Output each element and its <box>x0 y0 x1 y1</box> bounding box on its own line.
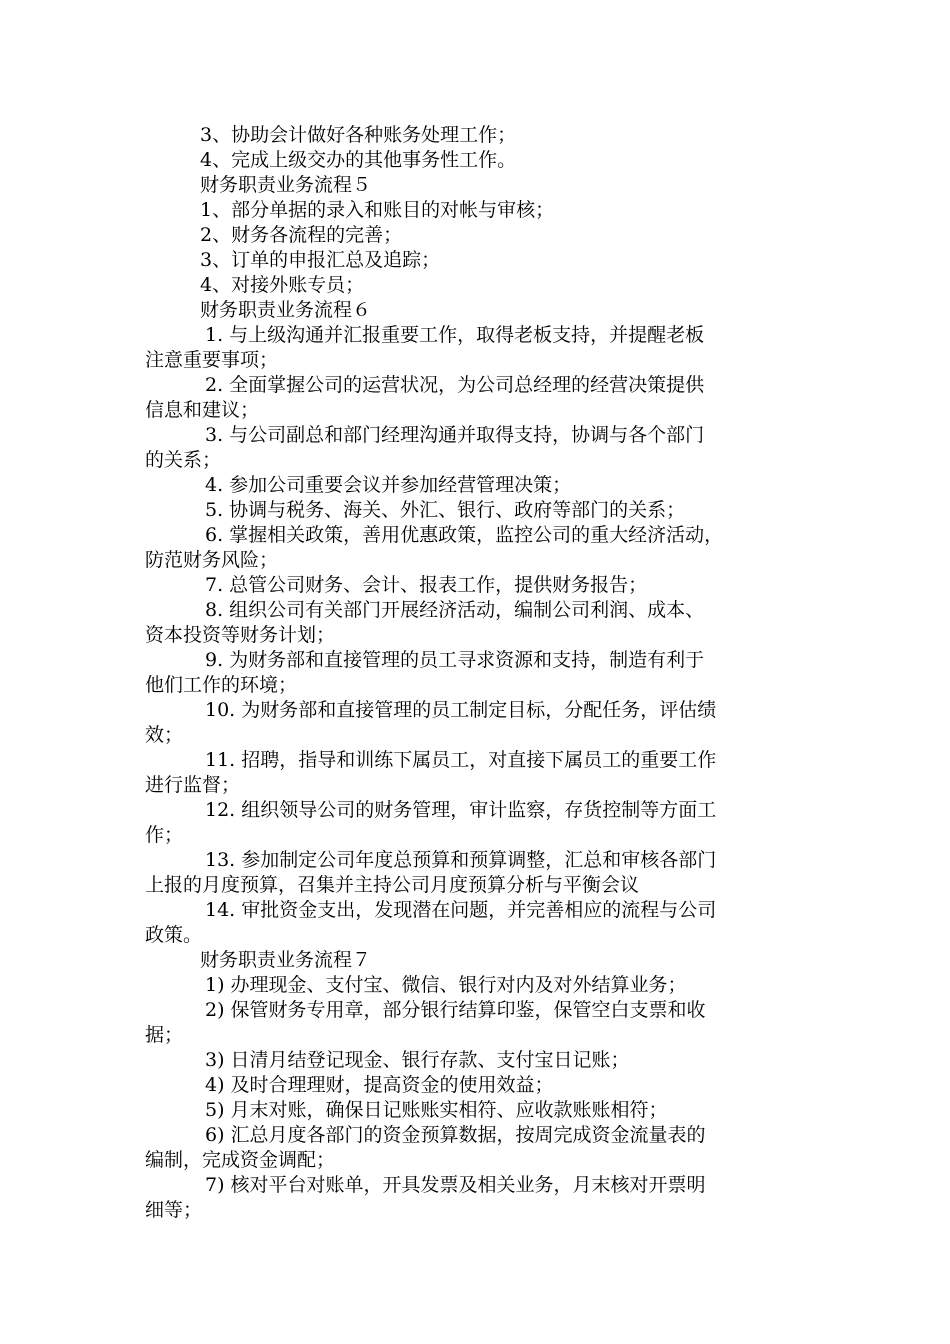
list-item-continuation: 据； <box>145 1024 184 1046</box>
list-item: 4) 及时合理理财，提高资金的使用效益； <box>205 1074 554 1096</box>
list-item-continuation: 细等； <box>145 1199 203 1221</box>
list-item-continuation: 信息和建议； <box>145 399 260 421</box>
list-item: 14. 审批资金支出，发现潜在问题，并完善相应的流程与公司 <box>205 899 717 921</box>
list-item: 9. 为财务部和直接管理的员工寻求资源和支持，制造有利于 <box>205 649 705 671</box>
list-item: 1. 与上级沟通并汇报重要工作，取得老板支持，并提醒老板 <box>205 324 705 346</box>
list-item: 11. 招聘，指导和训练下属员工，对直接下属员工的重要工作 <box>205 749 717 771</box>
section-heading: 财务职责业务流程７ <box>200 949 372 971</box>
list-item: 4. 参加公司重要会议并参加经营管理决策； <box>205 474 572 496</box>
section-heading: 财务职责业务流程５ <box>200 174 372 196</box>
list-item: 10. 为财务部和直接管理的员工制定目标，分配任务，评估绩 <box>205 699 717 721</box>
list-item-continuation: 资本投资等财务计划； <box>145 624 336 646</box>
list-item-continuation: 作； <box>145 824 184 846</box>
list-item: 2. 全面掌握公司的运营状况，为公司总经理的经营决策提供 <box>205 374 705 396</box>
list-item: 6) 汇总月度各部门的资金预算数据，按周完成资金流量表的 <box>205 1124 706 1146</box>
list-item-continuation: 他们工作的环境； <box>145 674 298 696</box>
list-item: 3. 与公司副总和部门经理沟通并取得支持，协调与各个部门 <box>205 424 705 446</box>
list-item-continuation: 政策。 <box>145 924 203 946</box>
list-item: 6. 掌握相关政策，善用优惠政策，监控公司的重大经济活动， <box>205 524 724 546</box>
section-heading: 财务职责业务流程６ <box>200 299 372 321</box>
list-item: 2、财务各流程的完善； <box>200 224 403 246</box>
list-item: 5) 月末对账，确保日记账账实相符、应收款账账相符； <box>205 1099 668 1121</box>
list-item: 7) 核对平台对账单，开具发票及相关业务，月末核对开票明 <box>205 1174 706 1196</box>
list-item: 5. 协调与税务、海关、外汇、银行、政府等部门的关系； <box>205 499 686 521</box>
list-item: 2) 保管财务专用章，部分银行结算印鉴，保管空白支票和收 <box>205 999 706 1021</box>
list-item-continuation: 注意重要事项； <box>145 349 279 371</box>
list-item-continuation: 防范财务风险； <box>145 549 279 571</box>
list-item: 1) 办理现金、支付宝、微信、银行对内及对外结算业务； <box>205 974 687 996</box>
list-item: 13. 参加制定公司年度总预算和预算调整，汇总和审核各部门 <box>205 849 717 871</box>
list-item: 3、订单的申报汇总及追踪； <box>200 249 441 271</box>
list-item-continuation: 上报的月度预算，召集并主持公司月度预算分析与平衡会议 <box>145 874 640 896</box>
text-block-top <box>145 123 815 1223</box>
list-item-continuation: 效； <box>145 724 184 746</box>
list-item: 12. 组织领导公司的财务管理，审计监察，存货控制等方面工 <box>205 799 717 821</box>
list-item: 3) 日清月结登记现金、银行存款、支付宝日记账； <box>205 1049 630 1071</box>
list-item: 7. 总管公司财务、会计、报表工作，提供财务报告； <box>205 574 648 596</box>
list-item: 1、部分单据的录入和账目的对帐与审核； <box>200 199 555 221</box>
list-item: 4、对接外账专员； <box>200 274 365 296</box>
list-item-continuation: 进行监督； <box>145 774 241 796</box>
list-item-continuation: 编制，完成资金调配； <box>145 1149 336 1171</box>
list-item-continuation: 的关系； <box>145 449 222 471</box>
list-item: 8. 组织公司有关部门开展经济活动，编制公司利润、成本、 <box>205 599 705 621</box>
paragraph: 3、协助会计做好各种账务处理工作； <box>200 124 517 146</box>
paragraph: 4、完成上级交办的其他事务性工作。 <box>200 149 517 171</box>
